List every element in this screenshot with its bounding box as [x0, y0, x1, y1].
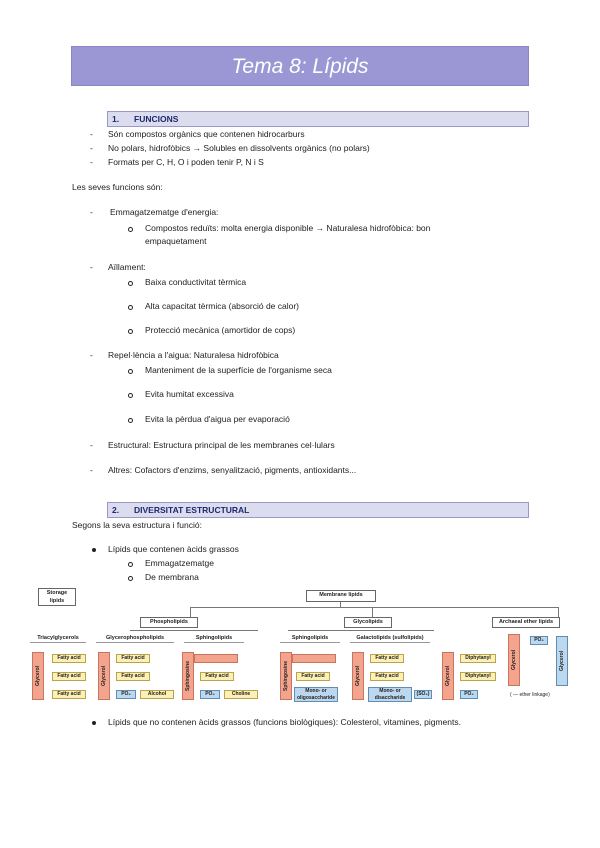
repel-item: Evita la pèrdua d'aigua per evaporació: [145, 414, 290, 424]
function-storage-detail2: empaquetament: [145, 236, 207, 246]
insulation-item: Baixa conductivitat tèrmica: [145, 277, 247, 287]
diagram-po4: PO₄: [460, 690, 478, 699]
diagram-fatty-acid: Fatty acid: [52, 654, 86, 663]
diagram-sphingolipids: Sphingolipids: [184, 634, 244, 643]
diagram-diphytanyl: Diphytanyl: [460, 654, 496, 663]
function-storage: Emmagatzematge d'energia:: [110, 207, 219, 217]
diagram-sphingosine-chain: [194, 654, 238, 663]
with-fatty-sub: De membrana: [145, 572, 199, 582]
with-fatty-acids: Lípids que contenen àcids grassos: [108, 544, 239, 554]
intro-line: No polars, hidrofòbics → Solubles en dissolvents orgànics (no polars): [108, 143, 370, 153]
lipid-classification-diagram: [30, 586, 580, 701]
diagram-fatty-acid: Fatty acid: [116, 672, 150, 681]
diagram-glycerol: Glycerol: [442, 652, 454, 700]
diagram-sphingolipids-2: Sphingolipids: [280, 634, 340, 643]
diagram-phospholipids: Phospholipids: [140, 617, 198, 628]
page-title: Tema 8: Lípids: [71, 46, 529, 86]
with-fatty-sub: Emmagatzematge: [145, 558, 214, 568]
diagram-po4: PO₄: [530, 636, 548, 645]
diagram-so4: (SO₄): [414, 690, 432, 699]
intro-line: Són compostos orgànics que contenen hidrocarburs: [108, 129, 305, 139]
diagram-archaeal: Archaeal ether lipids: [492, 617, 560, 628]
insulation-item: Protecció mecànica (amortidor de cops): [145, 325, 296, 335]
function-storage-detail: Compostos reduïts: molta energia disponible → Naturalesa hidrofòbica: bon: [145, 223, 431, 233]
intro-line: Formats per C, H, O i poden tenir P, N i S: [108, 157, 264, 167]
diagram-diphytanyl: Diphytanyl: [460, 672, 496, 681]
diagram-ether-linkage: ( — ether linkage): [510, 692, 550, 698]
diagram-po4: PO₄: [116, 690, 136, 699]
diagram-fatty-acid: Fatty acid: [52, 672, 86, 681]
insulation-item: Alta capacitat tèrmica (absorció de calor): [145, 301, 300, 311]
function-structural: Estructural: Estructura principal de les membranes cel·lulars: [108, 440, 335, 450]
function-repel: Repel·lència a l'aigua: Naturalesa hidrofòbica: [108, 350, 279, 360]
diagram-glycolipids: Glycolipids: [344, 617, 392, 628]
diagram-po4: PO₄: [200, 690, 220, 699]
diversity-lead: Segons la seva estructura i funció:: [72, 520, 202, 530]
diagram-sphingosine-chain: [292, 654, 336, 663]
diagram-storage-lipids: Storage lipids: [38, 588, 76, 606]
diagram-galactolipids: Galactolipids (sulfolipids): [350, 634, 430, 643]
functions-lead: Les seves funcions són:: [72, 182, 163, 192]
diagram-sphingosine: Sphingosine: [182, 652, 194, 700]
diagram-glycerol: Glycerol: [508, 634, 520, 686]
diagram-mono-disaccharide: Mono- or disaccharide: [368, 687, 412, 702]
function-others: Altres: Cofactors d'enzims, senyalització, pigments, antioxidants...: [108, 465, 357, 475]
function-insulation: Aïllament:: [108, 262, 146, 272]
diagram-choline: Choline: [224, 690, 258, 699]
diagram-mono-oligosaccharide: Mono- or oligosaccharide: [294, 687, 338, 702]
diagram-glycerol: Glycerol: [98, 652, 110, 700]
diagram-glycerol: Glycerol: [32, 652, 44, 700]
section-heading-funcions: 1. FUNCIONS: [107, 111, 529, 127]
diagram-sphingosine: Sphingosine: [280, 652, 292, 700]
diagram-glycerol-2: Glycerol: [556, 636, 568, 686]
repel-item: Manteniment de la superfície de l'organisme seca: [145, 365, 332, 375]
diagram-membrane-lipids: Membrane lipids: [306, 590, 376, 602]
repel-item: Evita humitat excessiva: [145, 389, 234, 399]
diagram-fatty-acid: Fatty acid: [296, 672, 330, 681]
diagram-fatty-acid: Fatty acid: [52, 690, 86, 699]
diagram-alcohol: Alcohol: [140, 690, 174, 699]
diagram-fatty-acid: Fatty acid: [370, 654, 404, 663]
diagram-fatty-acid: Fatty acid: [116, 654, 150, 663]
diagram-glycerophospholipids: Glycerophospholipids: [96, 634, 174, 643]
section-heading-diversitat: 2. DIVERSITAT ESTRUCTURAL: [107, 502, 529, 518]
diagram-glycerol: Glycerol: [352, 652, 364, 700]
diagram-fatty-acid: Fatty acid: [370, 672, 404, 681]
diagram-fatty-acid: Fatty acid: [200, 672, 234, 681]
diagram-triacylglycerols: Triacylglycerols: [30, 634, 86, 643]
without-fatty-acids: Lípids que no contenen àcids grassos (funcions biològiques): Colesterol, vitamines, pigments.: [108, 717, 461, 727]
